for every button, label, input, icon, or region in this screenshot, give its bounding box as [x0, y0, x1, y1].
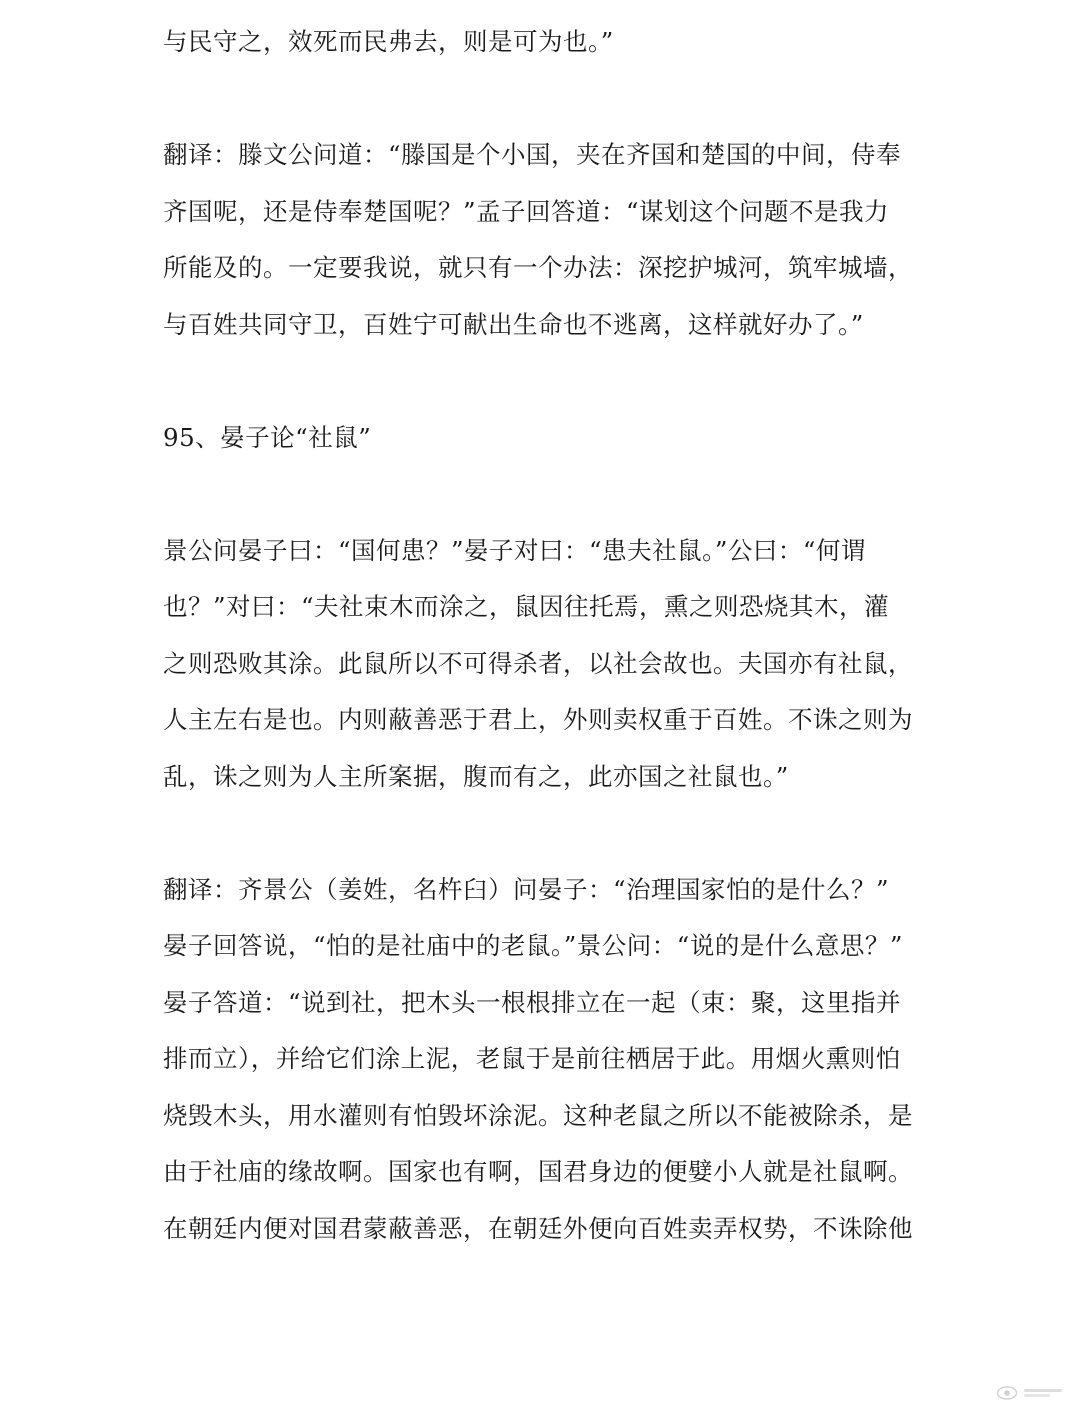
paragraph-gap [163, 353, 923, 410]
text-line: 排而立），并给它们涂上泥，老鼠于是前往栖居于此。用烟火熏则怕 [163, 1044, 901, 1073]
text-line: 烧毁木头，用水灌则有怕毁坏涂泥。这种老鼠之所以不能被除杀，是 [163, 1100, 913, 1130]
paragraph-3-original [163, 523, 923, 806]
watermark-bars [1024, 1387, 1064, 1399]
text-line: 晏子回答说，“怕的是社庙中的老鼠。”景公问：“说的是什么意思？” [163, 931, 903, 960]
watermark [996, 1385, 1064, 1401]
text-line: 在朝廷内便对国君蒙蔽善恶，在朝廷外便向百姓卖弄权势，不诛除他 [163, 1213, 913, 1243]
text-line: 由于社庙的缘故啊。国家也有啊，国君身边的便嬖小人就是社鼠啊。 [163, 1157, 913, 1186]
paragraph-2-translation [163, 127, 923, 353]
text-line: 乱，诛之则为人主所案据，腹而有之，此亦国之社鼠也。” [163, 761, 789, 791]
text-line: 与民守之，效死而民弗去，则是可为也。” [163, 27, 614, 56]
text-line: 所能及的。一定要我说，就只有一个办法：深挖护城河，筑牢城墙， [163, 253, 913, 282]
paragraph-gap [163, 466, 923, 523]
text-line: 也？”对曰：“夫社束木而涂之，鼠因往托焉，熏之则恐烧其木，灌 [163, 592, 890, 621]
paragraph-gap [163, 805, 923, 862]
weibo-eye-icon [996, 1385, 1018, 1401]
text-line: 齐国呢，还是侍奉楚国呢？”孟子回答道：“谋划这个问题不是我力 [163, 196, 890, 226]
text-line: 景公问晏子曰：“国何患？”晏子对曰：“患夫社鼠。”公曰：“何谓 [163, 535, 866, 565]
text-line: 晏子答道：“说到社，把木头一根根排立在一起（束：聚，这里指并 [163, 987, 902, 1017]
text-line: 之则恐败其涂。此鼠所以不可得杀者，以社会故也。夫国亦有社鼠， [163, 648, 913, 678]
text-line: 翻译：齐景公（姜姓，名杵臼）问晏子：“治理国家怕的是什么？” [163, 874, 890, 904]
text-line: 与百姓共同守卫，百姓宁可献出生命也不逃离，这样就好办了。” [163, 309, 864, 339]
paragraph-gap [163, 71, 923, 128]
section-title: 95、晏子论“社鼠” [163, 422, 372, 452]
paragraph-4-translation [163, 862, 923, 1258]
section-heading [163, 410, 923, 467]
text-line: 翻译：滕文公问道：“滕国是个小国，夹在齐国和楚国的中间，侍奉 [163, 140, 902, 169]
document-page [163, 14, 923, 1257]
text-line: 人主左右是也。内则蔽善恶于君上，外则卖权重于百姓。不诛之则为 [163, 705, 913, 734]
paragraph-1 [163, 14, 923, 71]
